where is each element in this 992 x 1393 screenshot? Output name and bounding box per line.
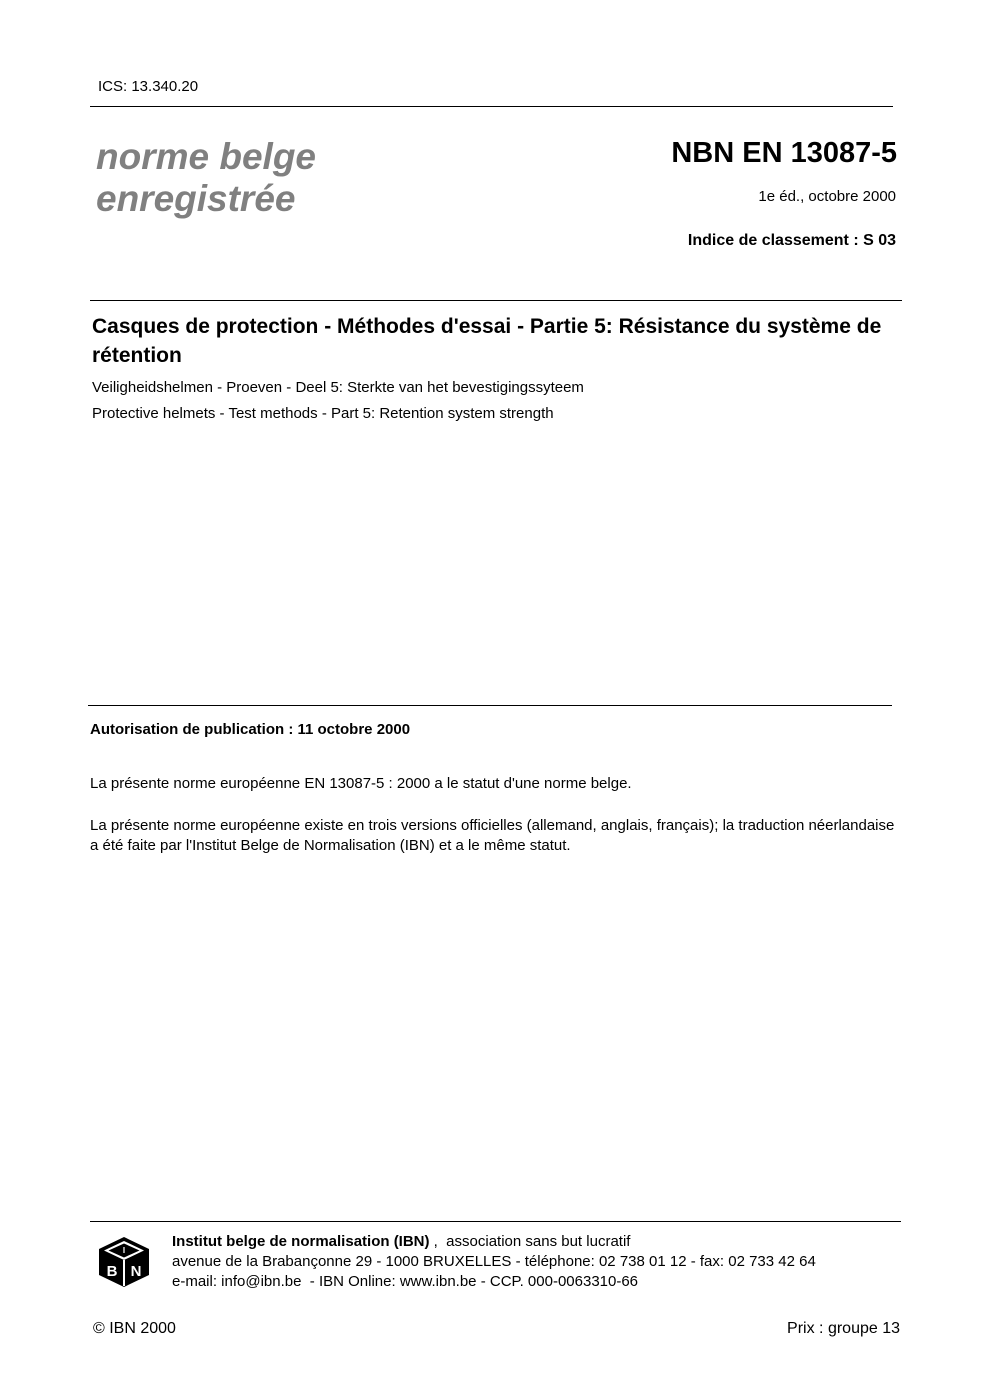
brand-label [96, 136, 316, 220]
institute-line [172, 1232, 816, 1252]
classification-index: Indice de classement : S 03 [687, 232, 896, 249]
brand-line-2: enregistrée [96, 178, 296, 219]
title-dutch: Veiligheidshelmen - Proeven - Deel 5: Sterkte van het bevestigingssyteem [92, 379, 584, 396]
title-divider [90, 300, 902, 301]
institute-suffix: , association sans but lucratif [429, 1233, 631, 1250]
institute-address: avenue de la Brabançonne 29 - 1000 BRUXELLES - téléphone: 02 738 01 12 - fax: 02 733 42 64 [172, 1253, 816, 1270]
footer-divider [90, 1221, 901, 1222]
svg-text:B: B [106, 1263, 118, 1280]
title-french: Casques de protection - Méthodes d'essai - Partie 5: Résistance du système de rétention [92, 315, 882, 367]
body-divider [88, 705, 892, 706]
institute-contact: e-mail: info@ibn.be - IBN Online: www.ibn.be - CCP. 000-0063310-66 [172, 1273, 639, 1290]
top-divider [90, 106, 893, 107]
institute-name: Institut belge de normalisation (IBN) [172, 1233, 430, 1250]
versions-paragraph: La présente norme européenne existe en trois versions officielles (allemand, anglais, français); la traduction néerlandaise a été faite par l'Institut Belge de Normalisation (IBN) et a le même statut. [90, 817, 895, 854]
svg-text:N: N [130, 1263, 142, 1280]
standard-number: NBN EN 13087-5 [671, 137, 897, 169]
ibn-logo [98, 1236, 150, 1288]
institute-info [172, 1232, 816, 1292]
title-english: Protective helmets - Test methods - Part 5: Retention system strength [92, 405, 554, 422]
publication-authorization: Autorisation de publication : 11 octobre 2000 [90, 721, 411, 738]
status-paragraph: La présente norme européenne EN 13087-5 : 2000 a le statut d'une norme belge. [90, 775, 632, 792]
svg-text:I: I [122, 1246, 126, 1255]
brand-line-1: norme belge [96, 136, 316, 177]
price-group: Prix : groupe 13 [787, 1320, 900, 1337]
ics-code: ICS: 13.340.20 [98, 78, 199, 95]
copyright: © IBN 2000 [93, 1320, 176, 1337]
edition-date: 1e éd., octobre 2000 [758, 188, 896, 205]
